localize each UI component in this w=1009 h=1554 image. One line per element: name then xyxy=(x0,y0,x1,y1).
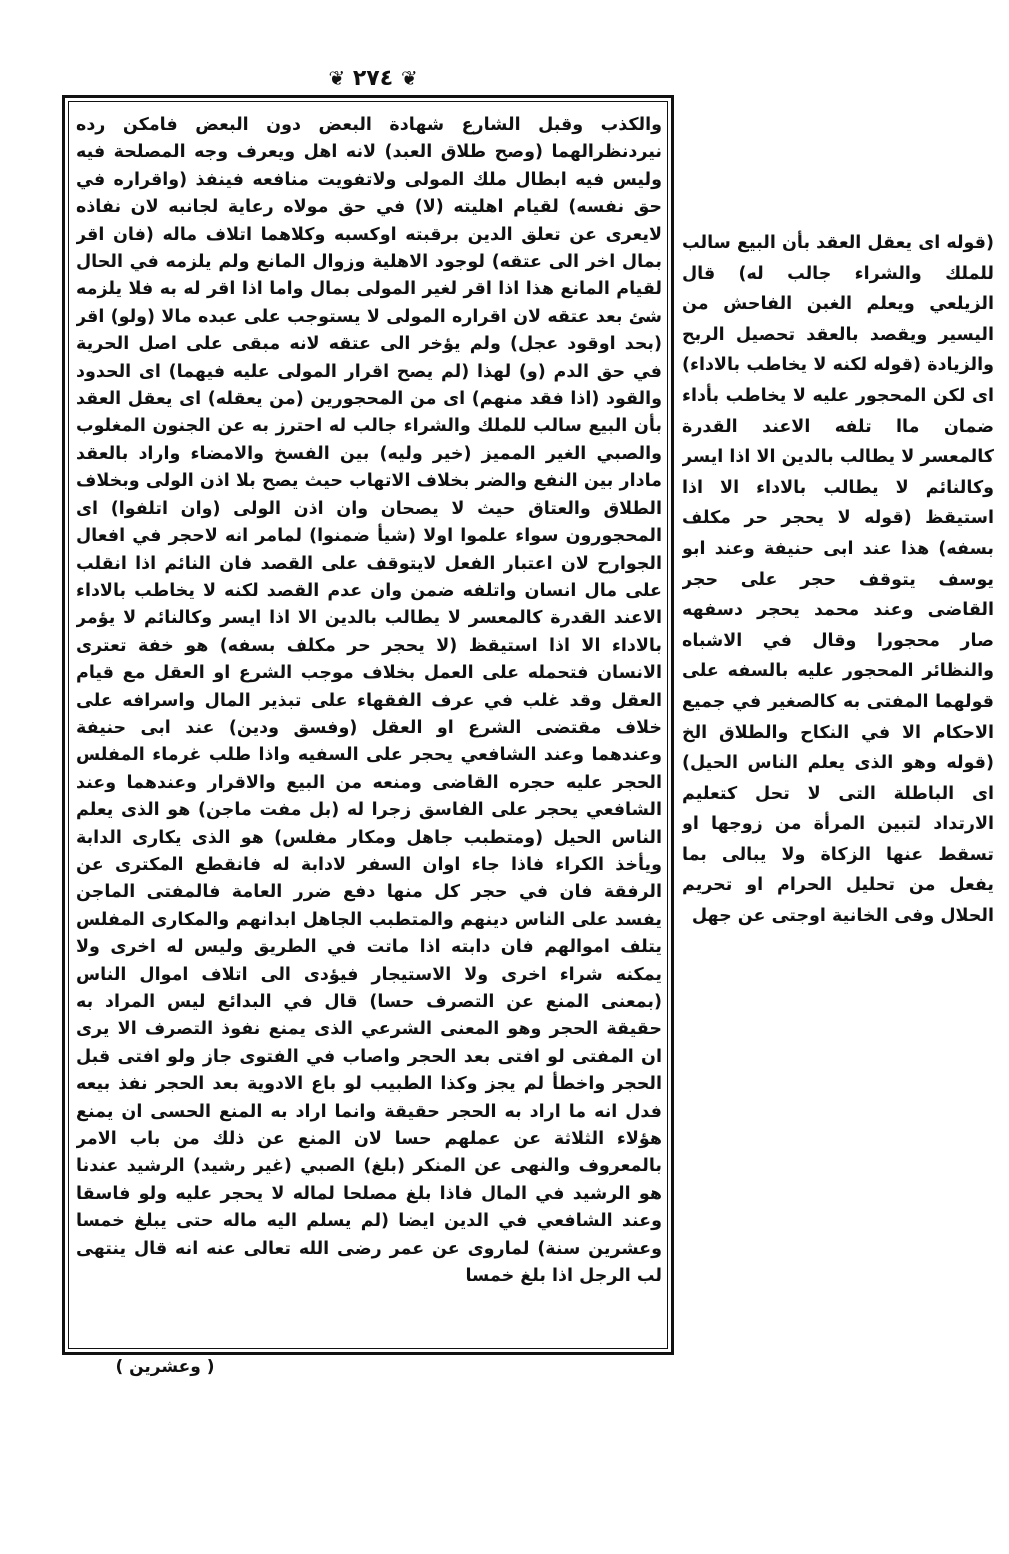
main-text-body: والكذب وقبل الشارع شهادة البعض دون البعض فامكن رده نيردنظرالهما (وصح طلاق العبد) لانه اهل ويعرف وجه المصلحة فيه وليس فيه ابطال ملك المولى ولاتفويت منافعه فينفذ (واقراره في حق نفسه) لقيام اهليته (لا) في حق مولاه رعاية لجانبه لان نفاذه لايعرى عن تعلق الدين برقبته اوكسبه وكلاهما اتلاف ماله (فان اقر بمال اخر الى عتقه) لوجود الاهلية وزوال المانع ولم يلزمه في الحال لقيام المانع هذا اذا اقر لغير المولى بمال واما اذا اقر له به فلا يلزمه شئ بعد عتقه لان اقراره المولى لا يستوجب على عبده مالا (ولو) اقر (بحد اوقود عجل) ولم يؤخر الى عتقه لانه مبقى على اصل الحرية في حق الدم (و) لهذا (لم يصح اقرار المولى عليه فيهما) اى الحدود والقود (اذا فقد منهم) اى من المحجورين (من يعقله) اى يعقل العقد بأن البيع سالب للملك والشراء جالب له احترز به عن الجنون المغلوب والصبي الغير المميز (خير وليه) بين الفسخ والامضاء واراد بالعقد مادار بين النفع والضر بخلاف الاتهاب حيث يصح بلا اذن الولى وبخلاف الطلاق والعتاق حيث لا يصحان وان اذن الولى (وان اتلفوا) اى المحجورون سواء علموا اولا (شيأ ضمنوا) لمامر انه لاحجر في افعال الجوارح لان اعتبار الفعل لايتوقف على القصد فان النائم اذا انقلب على مال انسان واتلفه ضمن وان عدم القصد لكنه لا يخاطب بالاداء الاعند القدرة كالمعسر لا يطالب بالدين الا اذا ايسر وكالنائم لا يؤمر بالاداء الا اذا استيقظ (لا يحجر حر مكلف بسفه) هو خفة تعترى الانسان فتحمله على العمل بخلاف موجب الشرع او العقل مع قيام العقل وقد غلب في عرف الفقهاء على تبذير المال واسرافه على خلاف مقتضى الشرع او العقل (وفسق ودين) عند ابى حنيفة وعندهما وعند الشافعي يحجر على السفيه واذا طلب غرماء المفلس الحجر عليه حجره القاضى ومنعه من البيع والاقرار وعندهما وعند الشافعي يحجر على الفاسق زجرا له (بل مفت ماجن) هو الذى يعلم الناس الحيل (ومتطبب جاهل ومكار مفلس) هو الذى يكارى الدابة ويأخذ الكراء فاذا جاء اوان السفر لادابة له فانقطع المكترى عن الرفقة فان في حجر كل منها دفع ضرر العامة فالمفتى الماجن يفسد على الناس دينهم والمتطبب الجاهل ابدانهم والمكارى المفلس يتلف اموالهم فان دابته اذا ماتت في الطريق وليس له اخرى ولا يمكنه شراء اخرى ولا الاستيجار فيؤدى الى اتلاف اموال الناس (بمعنى المنع عن التصرف حسا) قال في البدائع ليس المراد به حقيقة الحجر وهو المعنى الشرعي الذى يمنع نفوذ التصرف الا يرى ان المفتى لو افتى بعد الحجر واصاب في الفتوى جاز ولو افتى قبل الحجر واخطأ لم يجز وكذا الطبيب لو باع الادوية بعد الحجر نفذ بيعه فدل انه ما اراد به الحجر حقيقة وانما اراد به المنع الحسى ان يمنع هؤلاء الثلاثة عن عملهم حسا لان المنع عن ذلك من باب الامر بالمعروف والنهى عن المنكر (بلغ) الصبي (غير رشيد) الرشيد عندنا هو الرشيد في المال فاذا بلغ مصلحا لماله لا يحجر عليه ولو فاسقا وعند الشافعي في الدين ايضا (لم يسلم اليه ماله حتى يبلغ خمسا وعشرين سنة) لماروى عن عمر رضى الله تعالى عنه انه قال ينتهى لب الرجل اذا بلغ خمسا xyxy=(76,115,662,1287)
ornament-left-icon: ❦ xyxy=(328,66,346,90)
margin-note-block xyxy=(682,228,994,998)
page-number-text: ٢٧٤ xyxy=(352,66,394,91)
catchword: ( وعشرين ) xyxy=(115,1357,215,1377)
main-text-block xyxy=(76,112,662,1347)
page-number xyxy=(318,62,428,94)
margin-note-body: (قوله اى يعقل العقد بأن البيع سالب للملك والشراء جالب له) قال الزيلعي ويعلم الغبن الفاحش من اليسير ويقصد بالعقد تحصيل الربح والزيادة (قوله لكنه لا يخاطب بالاداء) اى لكن المحجور عليه لا يخاطب بأداء ضمان ماا تلفه الاعند القدرة كالمعسر لا يطالب بالدين الا اذا ايسر وكالنائم لا يطالب بالاداء الا اذا استيقظ (قوله لا يحجر حر مكلف بسفه) هذا عند ابى حنيفة وعند ابو يوسف يتوقف حجر على حجر القاضى وعند محمد يحجر دسفهه صار محجورا وقال في الاشباه والنظائر المحجور عليه بالسفه على قولهما المفتى به كالصغير في جميع الاحكام الا في النكاح والطلاق الخ (قوله وهو الذى يعلم الناس الحيل) اى الباطلة التى لا تحل كتعليم الارتداد لتبين المرأة من زوجها او تسقط عنها الزكاة ولا يبالى بما يفعل من تحليل الحرام او تحريم الحلال وفى الخانية اوجتى عن جهل xyxy=(682,233,994,927)
ornament-right-icon: ❦ xyxy=(400,66,418,90)
